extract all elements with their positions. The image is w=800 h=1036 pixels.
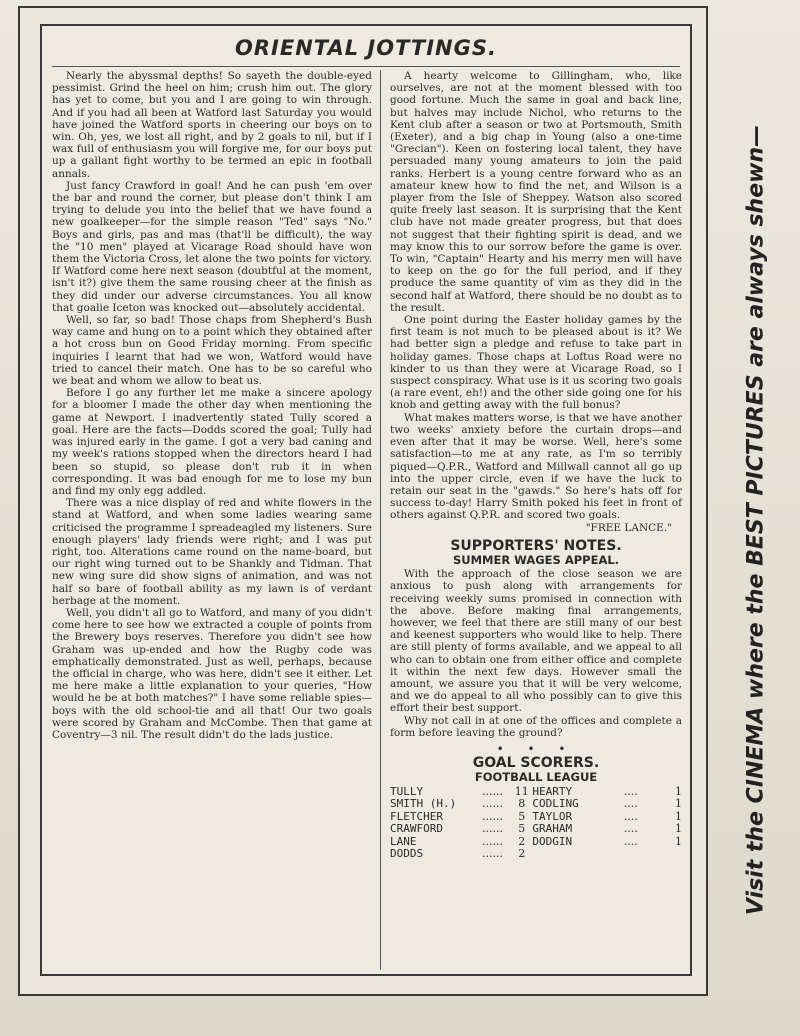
article-frame [40,24,692,976]
scorer-goals: 2 [518,834,526,848]
paragraph: What makes matters worse, is that we have another two weeks' anxiety before the curtain drops—and even after that it may be worse. Well, here's some satisfaction—to me at any rate, as I'm so terribly piqued—Q.P.R., Watford and Millwall cannot all go up into the upper circle, even if we have the luck to retain our seat in the "gawds." So here's hats off for success to-day! Harry Smith poked his feet in front of others against Q.P.R. and scored two goals. [390,411,682,522]
scorer-goals [661,848,682,861]
supporters-notes-title: SUPPORTERS' NOTES. [450,537,622,554]
side-banner [712,0,800,1036]
scorer-name: SMITH (H.) [390,797,457,811]
paragraph: One point during the Easter holiday games by the first team is not much to be pleased about is it? We had better sign a pledge and refuse to take part in holiday games. Those chaps at Loftus Road were no kinder to us than they were at Vicarage Road, so I suspect conspiracy. What use is it us scoring two goals (a rare event, eh!) and the other side going one for his knob and getting away with the full bonus? [390,314,682,412]
table-row: DODDS ...... 2 [390,848,682,861]
cinema-advert: Visit the CINEMA where the BEST PICTURES are always shewn— [743,124,769,916]
scorer-goals: 2 [518,847,526,861]
paragraph: With the approach of the close season we are anxious to push along with arrangements for receiving weekly sums promised in connection with the above. Before making final arrangements, however, we feel that there are still many of our best and keenest supporters who would like to help. There are still plenty of forms available, and we appeal to all who can to obtain one from either office and complete it within the next few days. However small the amount, we assure you that it will be very welcome, and we do appeal to all who possibly can to give this effort their best support. [390,568,682,715]
table-row: FLETCHER ...... 5 TAYLOR .... 1 [390,809,682,823]
paragraph: A hearty welcome to Gillingham, who, like ourselves, are not at the moment blessed with too good fortune. Much the same in goal and back line, but halves may include Nichol, who returns to the Kent club after a season or two at Portsmouth, Smith (Exeter), and a big chap in Young (also a one-time "Grecian"). Keen on fostering local talent, they have persuaded many young amateurs to join the paid ranks. Herbert is a young centre forward who as an amateur knew how to find the net, and Wilson is a player from the Isle of Sheppey. Watson also scored quite freely last season. It is surprising that the Kent club have not made greater progress, but that does not suggest that their fighting spirit is dead, and we may know this to our sorrow before the game is over. To win, "Captain" Hearty and his merry men will have to keep on the go for the full period, and if they produce the same quantity of vim as they did in the second half at Watford, there should be no doubt as to the result. [390,70,682,314]
summer-wages-subtitle: SUMMER WAGES APPEAL. [452,552,620,567]
scorer-goals: 5 [518,822,526,836]
paragraph: Nearly the abyssmal depths! So sayeth the double-eyed pessimist. Grind the heel on him; crush him out. The glory has yet to come, but you and I are going to win through. And if you had all been at Watford last Saturday you would have joined the Watford sports in cheering our boys on to win. Oh, yes, we lost all right, and by 2 goals to nil, but if I wax full of enthusiasm you will forgive me, for our boys put up a gallant fight worthy to be termed an epic in football annals. [52,70,372,180]
scorer-name: DODDS [390,847,424,861]
scorer-name: DODGIN [532,834,573,848]
scorer-name: HEARTY [532,784,573,798]
scorer-goals: 1 [675,809,682,823]
column-divider [380,70,381,970]
scorer-goals: 11 [514,784,529,798]
scorer-goals: 1 [675,797,682,811]
goal-scorers-table [390,786,682,861]
table-row: TULLY ...... 11 HEARTY .... 1 [390,784,682,798]
goal-scorers-title: GOAL SCORERS. [472,755,600,772]
paragraph: Why not call in at one of the offices and complete a form before leaving the ground? [390,714,682,739]
scorer-name: FLETCHER [390,809,443,823]
paragraph: Before I go any further let me make a sincere apology for a bloomer I made the other day when mentioning the game at Newport. I inadvertently stated Tully scored a goal. Here are the facts—Dodds scored the goal; Tully had was injured early in the game. I got a very bad caning and my week's rations stopped when the directors heard I had been so stupid, so please don't rub it in when corresponding. It was bad enough for me to lose my bun and find my only egg addled. [52,387,372,497]
scorer-name [532,848,623,861]
paragraph: Well, you didn't all go to Watford, and many of you didn't come here to see how we extracted a couple of points from the Brewery boys reserves. Therefore you didn't see how Graham was up-ended and how the Rugby code was emphatically demonstrated. Just as well, perhaps, because the official in charge, who was here, didn't see it either. Let me here make a little explanation to your queries, "How would he be at both matches?" I have some reliable spies—boys with the old school-tie and all that! Our two goals were scored by Graham and McCombe. Then that game at Coventry—3 nil. The result didn't do the lads justice. [52,606,372,741]
paragraph: Just fancy Crawford in goal! And he can push 'em over the bar and round the corner, but please don't think I am trying to delude you into the belief that we have found a new goalkeeper—for the simple reason "Ted" says "No." Boys and girls, pas and mas (that'll be difficult), the way the "10 men" played at Vicarage Road should have won them the Victoria Cross, let alone the two points for victory. If Watford come here next season (doubtful at the moment, isn't it?) give them the same rousing cheer at the finish as they did under our adverse circumstances. You all know that goalie Iceton was knocked out—absolutely accidental. [52,179,372,314]
scorer-name: TULLY [390,784,424,798]
scorer-goals: 8 [518,797,526,811]
scorer-name: LANE [390,834,417,848]
scorer-goals: 1 [675,822,682,836]
scorer-name: TAYLOR [532,809,573,823]
scorer-goals: 1 [675,784,682,798]
left-column [52,70,372,741]
scorer-name: CRAWFORD [390,822,443,836]
right-column [390,70,682,861]
paragraph: There was a nice display of red and white flowers in the stand at Watford, and when some ladies wearing same criticised the programme I spreadeagled my listeners. Sure enough players' lady friends were right; and I was put right, too. Alterations came round on the name-board, but our right wing turned out to be Shankly and Tidman. That new wing sure did show signs of animation, and was not half so bare of football ability as my lawn is of verdant herbage at the moment. [52,497,372,607]
table-row: SMITH (H.) ...... 8 CODLING .... 1 [390,797,682,811]
scorer-goals: 5 [518,809,526,823]
author-signature: "FREE LANCE." [585,521,672,534]
section-dots: • • • [496,741,576,756]
table-row: CRAWFORD ...... 5 GRAHAM .... 1 [390,822,682,836]
football-league-subtitle: FOOTBALL LEAGUE [474,770,598,785]
table-row: LANE ...... 2 DODGIN .... 1 [390,834,682,848]
scorer-name: GRAHAM [532,822,573,836]
scorer-goals: 1 [675,834,682,848]
title-divider [52,66,680,67]
scorer-name: CODLING [532,797,579,811]
page-title: ORIENTAL JOTTINGS. [235,36,497,60]
paragraph: Well, so far, so bad! Those chaps from Shepherd's Bush way came and hung on to a point which they obtained after a hot cross bun on Good Friday morning. From specific inquiries I learnt that had we won, Watford would have tried to cancel their match. One has to be so careful who we beat and whom we allow to beat us. [52,314,372,388]
